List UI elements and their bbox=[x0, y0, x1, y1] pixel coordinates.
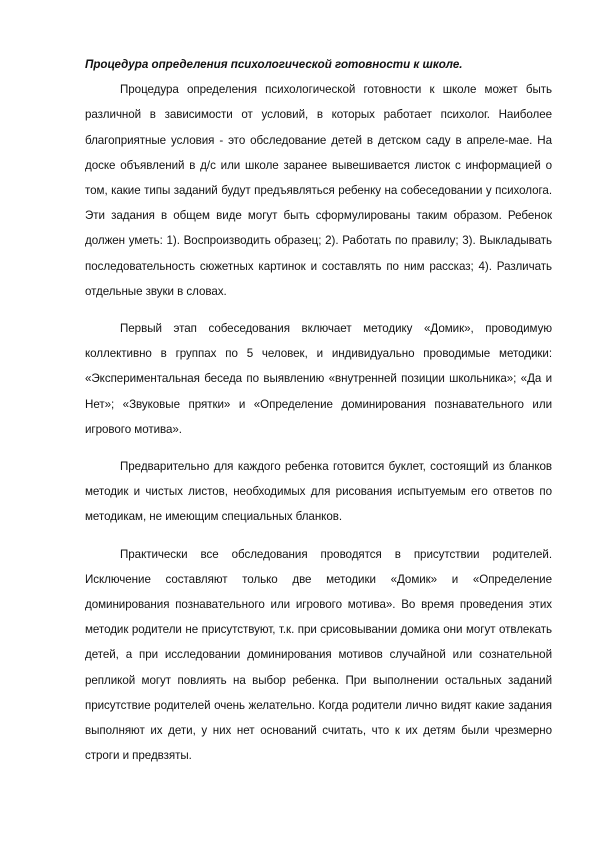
document-page bbox=[85, 52, 552, 780]
paragraph-1: Процедура определения психологической готовности к школе может быть различной в зависимости от условий, в которых работает психолог. Наиболее благоприятные условия - это обследование детей в детском саду в апреле-мае. На доске объявлений в д/с или школе заранее вывешивается листок с информацией о том, какие типы заданий будут предъявляться ребенку на собеседовании у психолога. Эти задания в общем виде могут быть сформулированы таким образом. Ребенок должен уметь: 1). Воспроизводить образец; 2). Работать по правилу; 3). Выкладывать последовательность сюжетных картинок и составлять по ним рассказ; 4). Различать отдельные звуки в словах. bbox=[85, 83, 552, 298]
document-title: Процедура определения психологической готовности к школе. bbox=[85, 58, 463, 71]
paragraph-3: Предварительно для каждого ребенка готовится буклет, состоящий из бланков методик и чистых листов, необходимых для рисования испытуемым его ответов по методикам, не имеющим специальных бланков. bbox=[85, 460, 552, 524]
paragraph-2: Первый этап собеседования включает методику «Домик», проводимую коллективно в группах по 5 человек, и индивидуально проводимые методики: «Экспериментальная беседа по выявлению «внутренней позиции школьника»; «Да и Нет»; «Звуковые прятки» и «Определение доминирования познавательного или игрового мотива». bbox=[85, 322, 552, 436]
paragraph-4: Практически все обследования проводятся в присутствии родителей. Исключение составляют только две методики «Домик» и «Определение доминирования познавательного или игрового мотива». Во время проведения этих методик родители не присутствуют, т.к. при срисовывании домика они могут отвлекать детей, а при исследовании доминирования мотивов случайной или сознательной репликой могут повлиять на выбор ребенка. При выполнении остальных заданий присутствие родителей очень желательно. Когда родители лично видят какие задания выполняют их дети, у них нет оснований считать, что к их детям были чрезмерно строги и предвзяты. bbox=[85, 547, 552, 763]
